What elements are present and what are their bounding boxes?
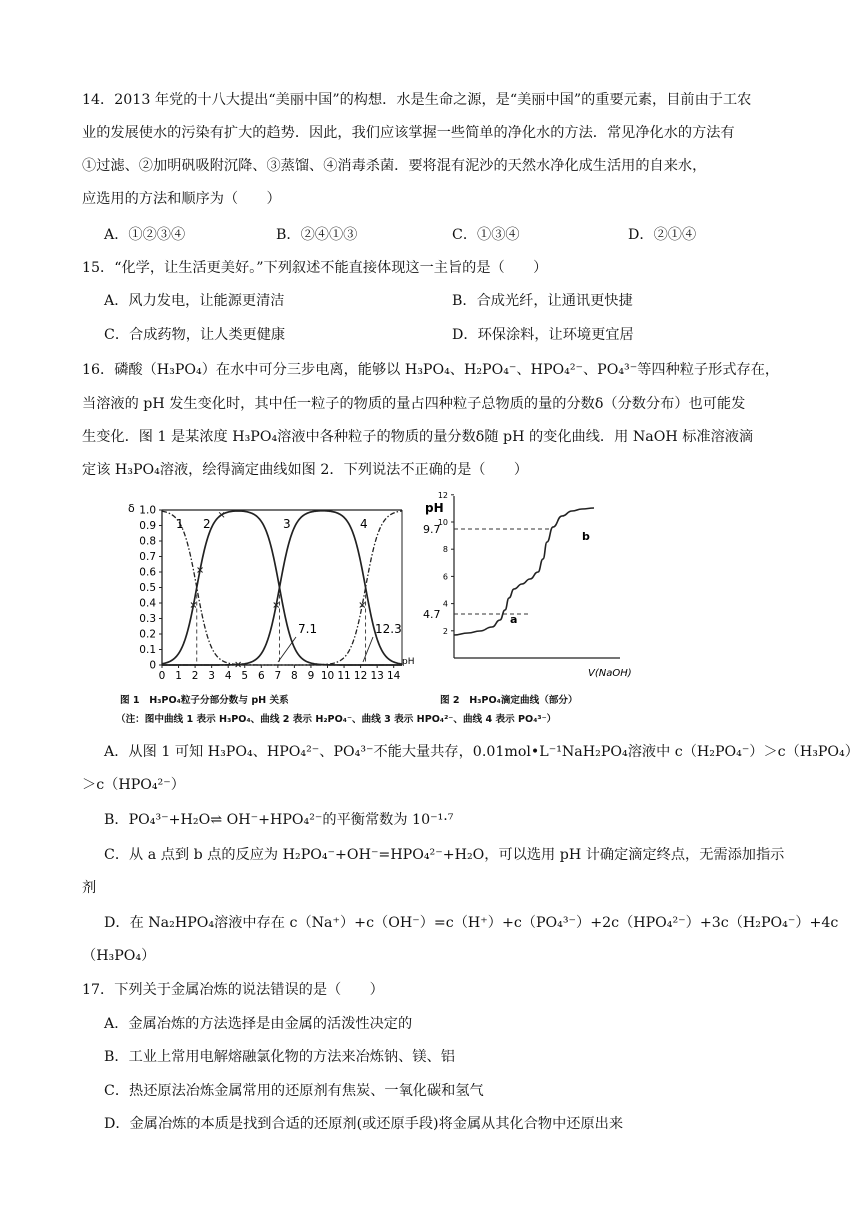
q17-stem: 17．下列关于金属冶炼的说法错误的是（ ） xyxy=(82,982,384,998)
q15-option-c: C．合成药物，让人类更健康 xyxy=(104,327,286,343)
fig1-ytick-label: 0.1 xyxy=(139,644,156,656)
fig1-xtick-label: 9 xyxy=(307,670,315,682)
q14-line4: 应选用的方法和顺序为（ ） xyxy=(82,191,281,207)
q17-option-c: C．热还原法冶炼金属常用的还原剂有焦炭、一氧化碳和氢气 xyxy=(104,1083,484,1099)
q15-stem: 15．“化学，让生活更美好。”下列叙述不能直接体现这一主旨的是（ ） xyxy=(82,260,548,276)
fig1-xtick-label: 10 xyxy=(320,670,335,682)
fig1-curve-3 xyxy=(162,511,402,665)
q16-option-a-line2: ＞c（HPO₄²⁻） xyxy=(82,777,185,793)
fig2-titration-curve xyxy=(454,508,594,635)
fig1-annotation-line-2 xyxy=(363,637,373,662)
fig1-xtick-label: 4 xyxy=(224,670,232,682)
fig1-xtick-label: 11 xyxy=(337,670,351,682)
fig2-caption: 图 2 H₃PO₄滴定曲线（部分） xyxy=(440,695,578,706)
q16-line2: 当溶液的 pH 发生变化时，其中任一粒子的物质的量占四种粒子总物质的量的分数δ（分数分布）也可能发 xyxy=(82,396,746,412)
fig1-curve-label-4: 4 xyxy=(360,517,368,531)
q16-option-c-line2: 剂 xyxy=(82,880,97,896)
q16-option-b: B．PO₄³⁻+H₂O⇌ OH⁻+HPO₄²⁻的平衡常数为 10⁻¹·⁷ xyxy=(104,812,454,828)
fig1-caption: 图 1 H₃PO₄粒子分部分数与 pH 关系 xyxy=(120,695,289,706)
q14-option-d: D．②①④ xyxy=(628,227,697,243)
q14-option-b: B．②④①③ xyxy=(276,227,358,243)
fig1-ytick-label: 0.4 xyxy=(139,597,156,610)
fig2-point-a: a xyxy=(510,613,518,626)
fig2-ytick-label: 12 xyxy=(437,492,448,500)
fig1-markers xyxy=(191,512,365,667)
fig1-xtick-label: 3 xyxy=(208,670,215,682)
fig1-annotation-12-3: 12.3 xyxy=(375,622,402,636)
fig1-yticks xyxy=(139,505,162,672)
fig1-curve-label-2: 2 xyxy=(203,517,211,531)
fig1-curves xyxy=(162,511,402,665)
fig1-curve-label-1: 1 xyxy=(176,517,184,531)
figure-note: （注：图中曲线 1 表示 H₃PO₄、曲线 2 表示 H₂PO₄⁻、曲线 3 表示 HPO₄²⁻、曲线 4 表示 PO₄³⁻） xyxy=(116,714,557,725)
q14-option-a: A．①②③④ xyxy=(104,227,186,243)
fig1-ytick-label: 0.9 xyxy=(139,520,156,532)
fig2-point-b: b xyxy=(582,530,590,543)
q17-option-a: A．金属冶炼的方法选择是由金属的活泼性决定的 xyxy=(104,1016,413,1032)
fig1-ytick-label: 0.5 xyxy=(139,582,156,594)
fig1-marker xyxy=(219,512,224,517)
q17-option-b: B．工业上常用电解熔融氯化物的方法来冶炼钠、镁、铝 xyxy=(104,1049,455,1065)
fig1-xtick-label: 5 xyxy=(241,670,249,682)
q16-option-d-line1: D．在 Na₂HPO₄溶液中存在 c（Na⁺）+c（OH⁻）=c（H⁺）+c（PO₄³⁻）+2c（HPO₄²⁻）+3c（H₂PO₄⁻）+4c xyxy=(104,915,839,931)
fig1-ytick-label: 1.0 xyxy=(139,504,156,517)
fig1-ytick-label: 0.6 xyxy=(139,566,156,579)
fig2-chart xyxy=(423,492,632,679)
figure-block xyxy=(116,492,660,732)
fig2-ytick-label: 6 xyxy=(442,572,448,582)
fig1-xtick-label: 12 xyxy=(353,670,368,682)
fig1-xtick-label: 13 xyxy=(370,670,384,682)
q16-option-c-line1: C．从 a 点到 b 点的反应为 H₂PO₄⁻+OH⁻=HPO₄²⁻+H₂O，可以选用 pH 计确定滴定终点，无需添加指示 xyxy=(104,847,785,863)
q15-option-b: B．合成光纤，让通讯更快捷 xyxy=(452,293,633,309)
fig1-ytick-label: 0.3 xyxy=(139,613,156,625)
fig1-curve-label-3: 3 xyxy=(283,517,291,531)
fig1-ytick-label: 0.8 xyxy=(139,535,156,548)
fig1-ylabel: δ xyxy=(128,502,135,515)
fig1-ytick-label: 0.2 xyxy=(139,628,156,641)
fig1-annotation-line-1 xyxy=(278,637,296,662)
fig1-ytick-label: 0.7 xyxy=(139,551,156,563)
fig2-h1: 4.7 xyxy=(423,608,441,621)
fig2-ylabel: pH xyxy=(425,501,444,515)
fig2-ytick-label: 8 xyxy=(442,545,448,555)
q14-line1: 14．2013 年党的十八大提出“美丽中国”的构想．水是生命之源，是“美丽中国”的重要元素，目前由于工农 xyxy=(82,92,752,108)
q16-option-d-line2: （H₃PO₄） xyxy=(82,948,156,964)
fig1-chart xyxy=(128,502,414,682)
fig1-xtick-label: 7 xyxy=(274,670,282,682)
fig1-xtick-label: 8 xyxy=(291,670,298,682)
fig2-ytick-label: 2 xyxy=(442,626,448,636)
figure-svg xyxy=(120,492,660,692)
fig2-xlabel: V(NaOH) xyxy=(588,668,632,679)
q16-option-a-line1: A．从图 1 可知 H₃PO₄、HPO₄²⁻、PO₄³⁻不能大量共存，0.01mol•L⁻¹NaH₂PO₄溶液中 c（H₂PO₄⁻）＞c（H₃PO₄） xyxy=(104,744,859,760)
q16-line4: 定该 H₃PO₄溶液，绘得滴定曲线如图 2．下列说法不正确的是（ ） xyxy=(82,462,529,478)
fig2-ytick-label: 4 xyxy=(442,599,448,609)
q16-line1: 16．磷酸（H₃PO₄）在水中可分三步电离，能够以 H₃PO₄、H₂PO₄⁻、HPO₄²⁻、PO₄³⁻等四种粒子形式存在， xyxy=(82,362,780,378)
fig2-ytick-label: 10 xyxy=(437,518,448,527)
q15-option-a: A．风力发电，让能源更清洁 xyxy=(104,293,285,309)
q15-option-d: D．环保涂料，让环境更宜居 xyxy=(452,327,634,343)
fig1-xtick-label: 0 xyxy=(158,670,166,682)
fig1-xlabel: pH xyxy=(402,657,415,667)
fig1-ytick-label: 0 xyxy=(149,659,156,672)
fig1-xtick-label: 2 xyxy=(191,670,199,682)
fig2-h2: 9.7 xyxy=(423,523,441,536)
q14-option-c: C．①③④ xyxy=(452,227,520,243)
fig1-xticks xyxy=(159,665,401,682)
q14-line3: ①过滤、②加明矾吸附沉降、③蒸馏、④消毒杀菌．要将混有泥沙的天然水净化成生活用的自来水， xyxy=(82,158,707,174)
fig1-xtick-label: 14 xyxy=(387,670,401,682)
q17-option-d: D．金属冶炼的本质是找到合适的还原剂(或还原手段)将金属从其化合物中还原出来 xyxy=(104,1116,624,1132)
fig1-xtick-label: 1 xyxy=(175,670,182,682)
fig1-annotation-7-1: 7.1 xyxy=(298,622,318,636)
fig1-xtick-label: 6 xyxy=(257,670,265,682)
q14-line2: 业的发展使水的污染有扩大的趋势．因此，我们应该掌握一些简单的净化水的方法．常见净化水的方法有 xyxy=(82,125,735,141)
q16-line3: 生变化．图 1 是某浓度 H₃PO₄溶液中各种粒子的物质的量分数δ随 pH 的变化曲线．用 NaOH 标准溶液滴 xyxy=(82,429,754,445)
